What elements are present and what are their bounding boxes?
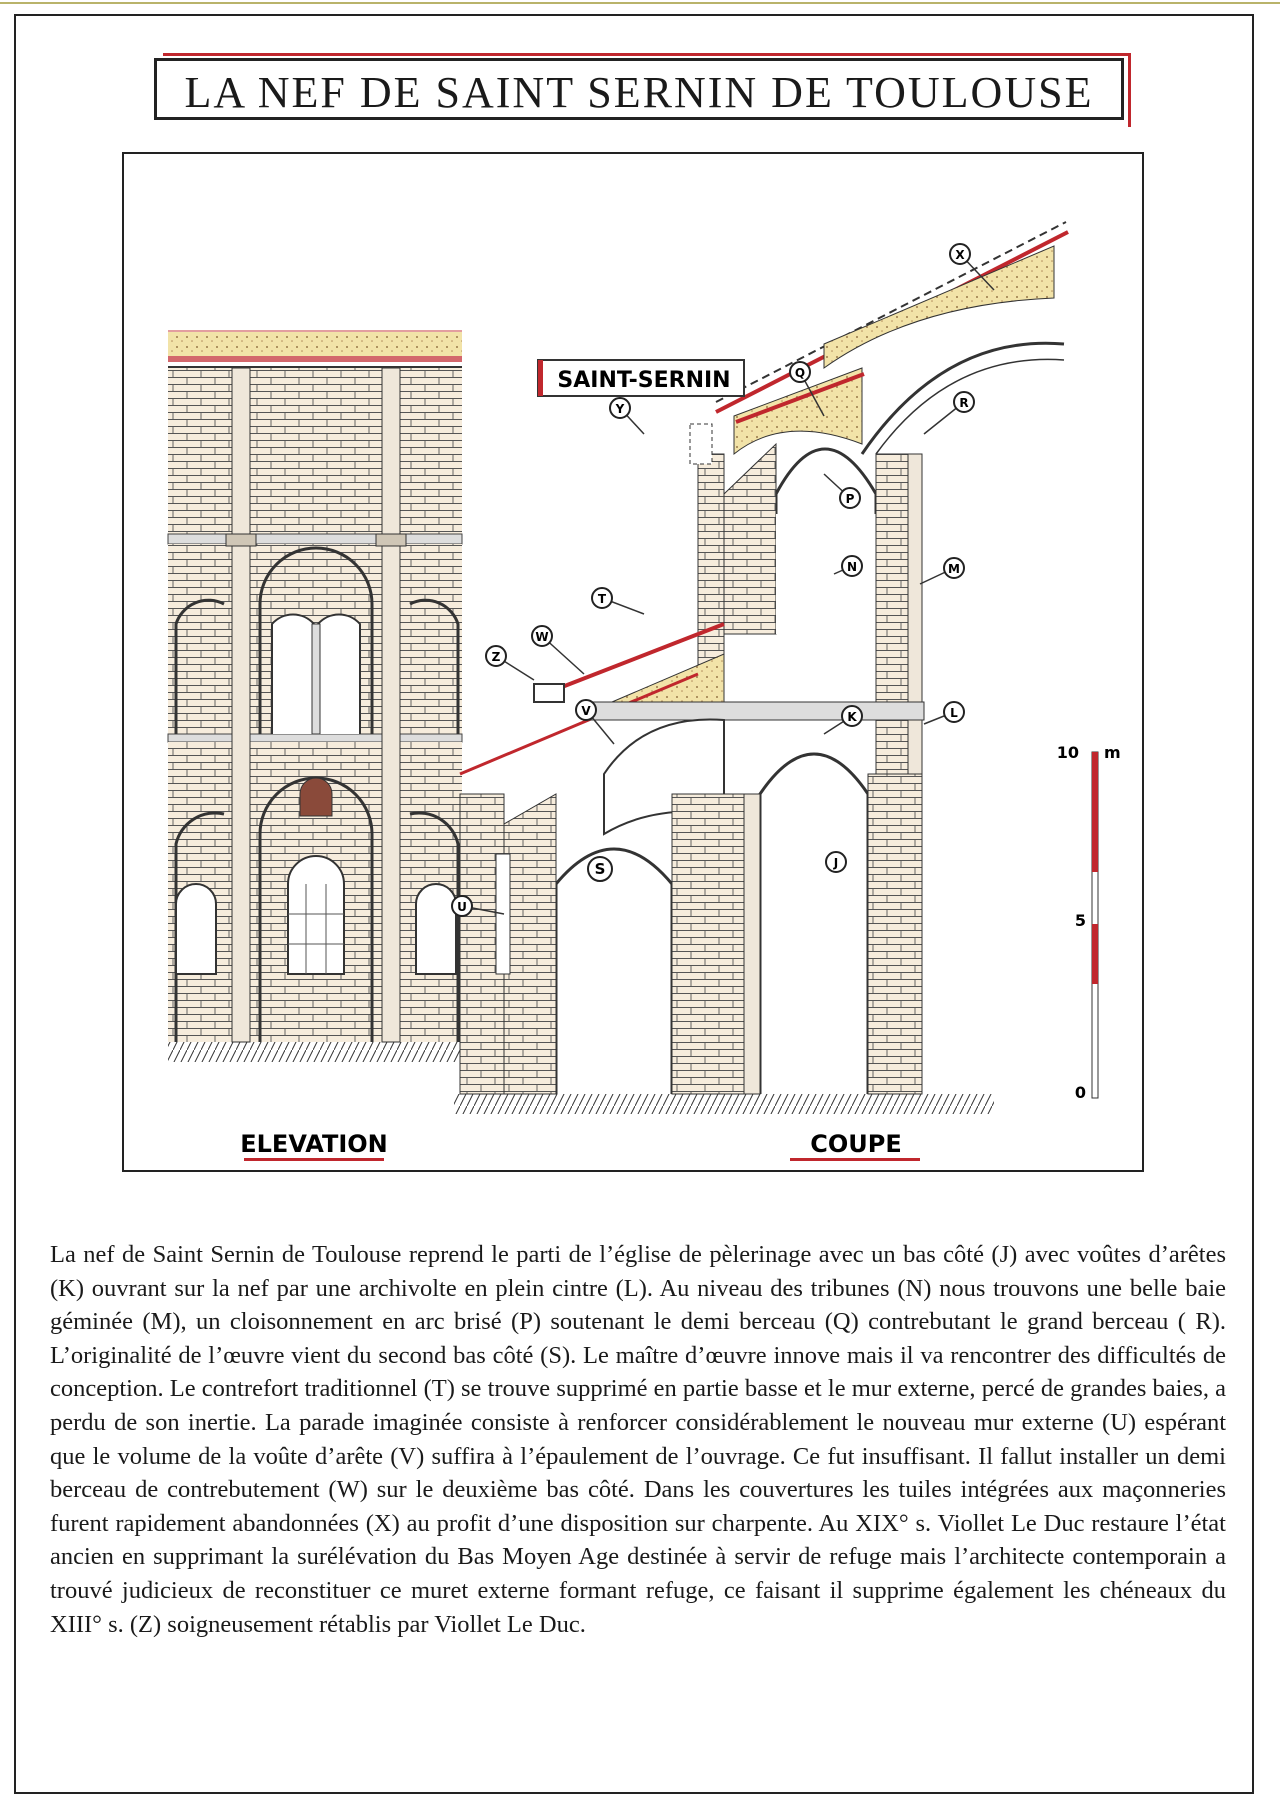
- outer-wall-thickening: [504, 794, 556, 1094]
- top-rule: [0, 2, 1280, 4]
- caption-text: La nef de Saint Sernin de Toulouse reprend le parti de l’église de pèlerinage avec un bas côté (J) avec voûtes d’arêtes (K) ouvrant sur la nef par une archivolte en plein cintre (L). Au niveau des tribunes (N) nous trouvons une belle baie géminée (M), un cloisonnement en arc brisé (P) soutenant le demi berceau (Q) contrebutant le grand berceau ( R). L’originalité de l’œuvre vient du second bas côté (S). Le maître d’œuvre innove mais il va rencontrer des difficultés de conception. Le contrefort traditionnel (T) se trouve supprimé en partie basse et le mur externe, percé de grandes baies, a perdu de son inertie. La parade imaginée consiste à renforcer considérablement le nouveau mur externe (U) espérant que le volume de la voûte d’arête (V) suffira à l’épaulement de l’ouvrage. Ce fut insuffisant. Il fallut installer un demi berceau de contrebutement (W) sur le deuxième bas côté. Dans les couvertures les tuiles intégrées aux maçonneries furent rapidement abandonnées (X) au profit d’une disposition sur charpente. Au XIX° s. Viollet Le Duc restaure l’état ancien en supprimant la surélévation du Bas Moyen Age destinée à servir de refuge mais l’architecte contemporain a trouvé judicieux de reconstituer ce muret externe formant refuge, ce faisant il supprime également les chéneaux du XIII° s. (Z) soigneusement rétablis par Viollet Le Duc.: [50, 1241, 1226, 1638]
- scale-bar: [1057, 743, 1121, 1102]
- elevation-vault-fill: [168, 332, 462, 356]
- callout-letter-p: P: [845, 492, 855, 506]
- tribune-mullion: [312, 624, 320, 734]
- elevation-drawing: [168, 330, 462, 1062]
- scale-bottom: 0: [1074, 1083, 1086, 1102]
- callout-letter-y: Y: [615, 402, 625, 416]
- elevation-column: [382, 368, 400, 1042]
- badge-text: SAINT-SERNIN: [557, 368, 731, 393]
- tribune-space: [776, 514, 876, 634]
- elevation-ground: [168, 1042, 462, 1062]
- elevation-capital: [376, 534, 406, 546]
- architecture-figure: [122, 152, 1144, 1172]
- elevation-column: [232, 368, 250, 1042]
- callout-letter-r: R: [959, 396, 969, 410]
- callout-letter-j: J: [833, 856, 839, 870]
- elevation-capital: [226, 534, 256, 546]
- arcade-small-opening: [300, 778, 332, 816]
- main-roof-fill: [824, 246, 1054, 368]
- callout-letter-v: V: [581, 704, 591, 718]
- elevation-roof-line: [168, 356, 462, 362]
- aisle-column: [744, 794, 760, 1094]
- outer-aisle-arch: [556, 849, 672, 1094]
- intermediate-pier: [672, 794, 744, 1094]
- callout-letter-m: M: [948, 562, 960, 576]
- callout-letter-t: T: [597, 592, 607, 606]
- arcade-window: [288, 856, 344, 974]
- tribune-outer-wall: [724, 444, 776, 634]
- tribune-floor: [584, 702, 924, 720]
- coupe-ground: [454, 1094, 994, 1114]
- nave-pier-lower: [868, 774, 922, 1094]
- callout-letter-z: Z: [491, 650, 501, 664]
- scale-top: 10: [1056, 743, 1079, 762]
- scale-mid: 5: [1074, 911, 1086, 930]
- callout-letter-x: X: [955, 248, 965, 262]
- main-roof-dashed: [716, 222, 1066, 402]
- caption-block: [50, 1238, 1226, 1641]
- callout-letter-w: W: [535, 630, 549, 644]
- coupe-label: COUPE: [810, 1130, 902, 1158]
- nave-column-upper: [908, 454, 922, 794]
- elevation-mid-course: [168, 734, 462, 742]
- callout-letter-u: U: [457, 900, 467, 914]
- saint-sernin-badge: [538, 360, 744, 396]
- elevation-label-underline: [244, 1158, 384, 1161]
- title-box: [154, 58, 1124, 120]
- elevation-label: ELEVATION: [240, 1130, 388, 1158]
- elevation-cornice: [168, 366, 462, 368]
- inner-aisle-arch: [760, 754, 868, 1094]
- elevation-upper-wall: [168, 368, 462, 534]
- arcade-window-side: [176, 884, 216, 974]
- coupe-drawing: [454, 222, 1068, 1114]
- gutter: [534, 684, 564, 702]
- scale-unit: m: [1104, 743, 1121, 762]
- callout-letter-s: S: [594, 860, 606, 878]
- elevation-string-course: [168, 534, 462, 544]
- refuge-parapet: [690, 424, 712, 464]
- callout-letter-k: K: [847, 710, 857, 724]
- callout-letter-l: L: [950, 706, 958, 720]
- nave-pier-upper: [876, 454, 908, 794]
- page-title: LA NEF DE SAINT SERNIN DE TOULOUSE: [184, 68, 1094, 117]
- arcade-window-side: [416, 884, 456, 974]
- nave-diagram: [124, 154, 1142, 1170]
- coupe-label-underline: [790, 1158, 920, 1161]
- callout-letter-n: N: [846, 560, 858, 574]
- callout-letter-q: Q: [794, 366, 806, 380]
